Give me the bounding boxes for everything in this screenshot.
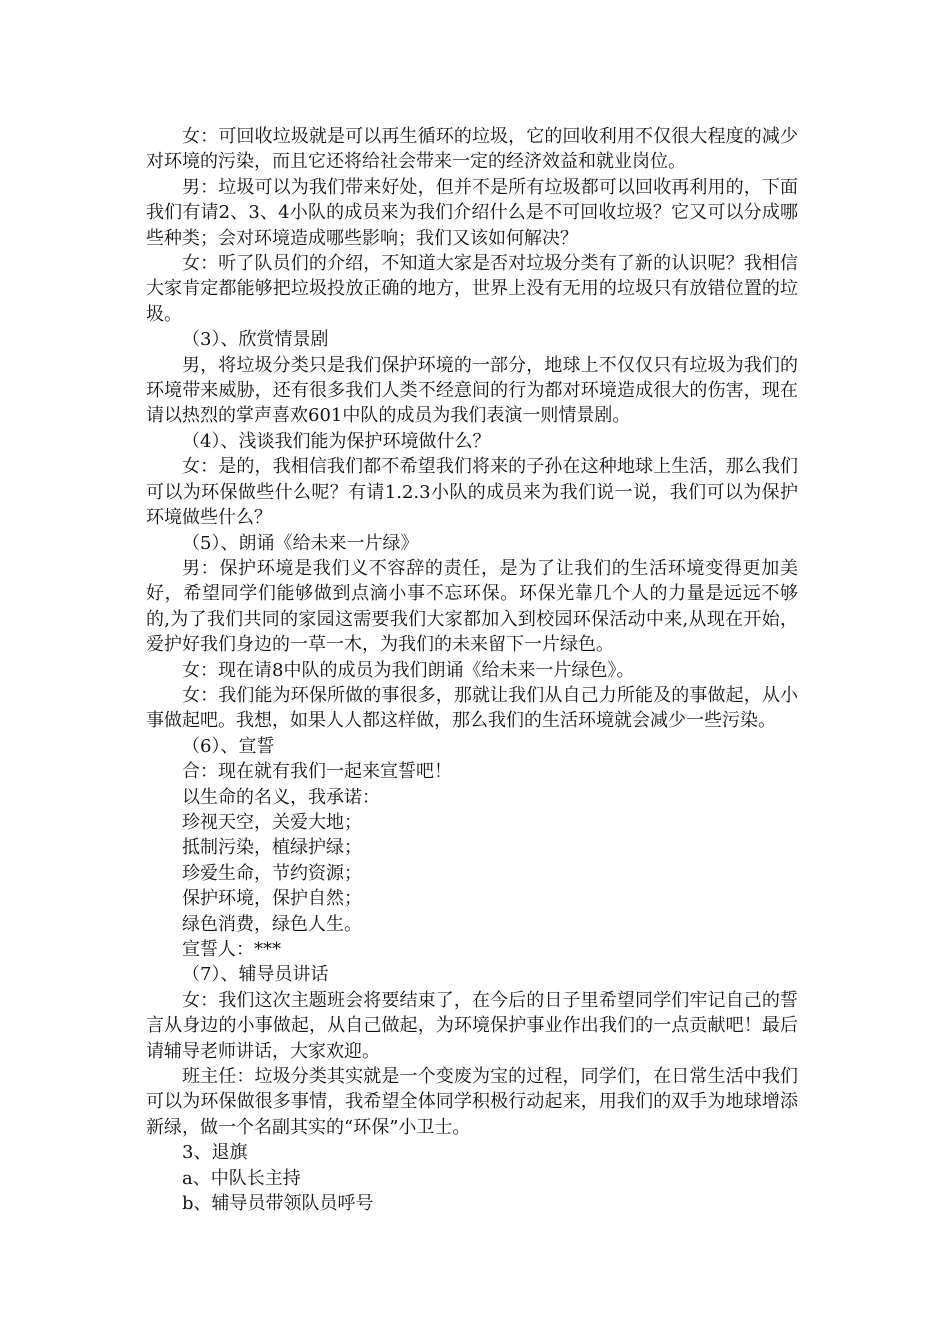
- paragraph: 女：我们能为环保所做的事很多，那就让我们从自己力所能及的事做起，从小事做起吧。我想，如果人人都这样做，那么我们的生活环境就会减少一些污染。: [146, 684, 798, 732]
- list-item: b、辅导员带领队员呼号: [182, 1193, 374, 1215]
- paragraph: 女：是的，我相信我们都不希望我们将来的子孙在这种地球上生活，那么我们可以为环保做些什么呢？有请1.2.3小队的成员来为我们说一说，我们可以为保护环境做些什么？: [146, 456, 798, 529]
- section-heading: （7）、辅导员讲话: [182, 964, 329, 986]
- list-item: a、中队长主持: [182, 1167, 301, 1189]
- oath-line: 绿色消费，绿色人生。: [182, 913, 362, 935]
- document-body: [146, 124, 798, 1216]
- oath-line: 保护环境，保护自然；: [182, 888, 362, 910]
- paragraph: 女：现在请8中队的成员为我们朗诵《给未来一片绿色》。: [182, 659, 635, 681]
- paragraph: 女：我们这次主题班会将要结束了，在今后的日子里希望同学们牢记自己的誓言从身边的小事做起，从自己做起，为环境保护事业作出我们的一点贡献吧！最后请辅导老师讲话，大家欢迎。: [146, 989, 798, 1062]
- paragraph: 男，将垃圾分类只是我们保护环境的一部分，地球上不仅仅只有垃圾为我们的环境带来威胁，还有很多我们人类不经意间的行为都对环境造成很大的伤害，现在请以热烈的掌声喜欢601中队的成员为我们表演一则情景剧。: [146, 354, 798, 427]
- section-heading: （6）、宣誓: [182, 735, 275, 757]
- section-heading: （3）、欣赏情景剧: [182, 329, 329, 351]
- paragraph: 男：保护环境是我们义不容辞的责任，是为了让我们的生活环境变得更加美好，希望同学们能够做到点滴小事不忘环保。环保光靠几个人的力量是远远不够的,为了我们共同的家园这需要我们大家都加入到校园环保活动中来,从现在开始，爱护好我们身边的一草一木，为我们的未来留下一片绿色。: [146, 557, 798, 656]
- paragraph: 女：听了队员们的介绍，不知道大家是否对垃圾分类有了新的认识呢？我相信大家肯定都能够把垃圾投放正确的地方，世界上没有无用的垃圾只有放错位置的垃圾。: [146, 253, 798, 325]
- paragraph: 女：可回收垃圾就是可以再生循环的垃圾，它的回收利用不仅很大程度的减少对环境的污染，而且它还将给社会带来一定的经济效益和就业岗位。: [146, 126, 798, 173]
- section-heading: 3、退旗: [182, 1142, 248, 1164]
- oath-line: 抵制污染，植绿护绿；: [182, 837, 362, 859]
- section-heading: （5）、朗诵《给未来一片绿》: [182, 532, 419, 554]
- section-heading: （4）、浅谈我们能为保护环境做什么？: [182, 430, 491, 452]
- oath-line: 以生命的名义，我承诺：: [182, 786, 380, 808]
- paragraph: 班主任：垃圾分类其实就是一个变废为宝的过程，同学们，在日常生活中我们可以为环保做很多事情，我希望全体同学积极行动起来，用我们的双手为地球增添新绿，做一个名副其实的“环保”小卫士。: [146, 1066, 798, 1138]
- oath-signer: 宣誓人：***: [182, 939, 281, 960]
- paragraph: 合：现在就有我们一起来宣誓吧！: [182, 761, 452, 783]
- paragraph: 男：垃圾可以为我们带来好处，但并不是所有垃圾都可以回收再利用的，下面我们有请2、3、4小队的成员来为我们介绍什么是不可回收垃圾？它又可以分成哪些种类；会对环境造成哪些影响；我们又该如何解决？: [146, 176, 798, 249]
- oath-line: 珍视天空，关爱大地；: [182, 811, 362, 833]
- oath-line: 珍爱生命，节约资源；: [182, 862, 362, 884]
